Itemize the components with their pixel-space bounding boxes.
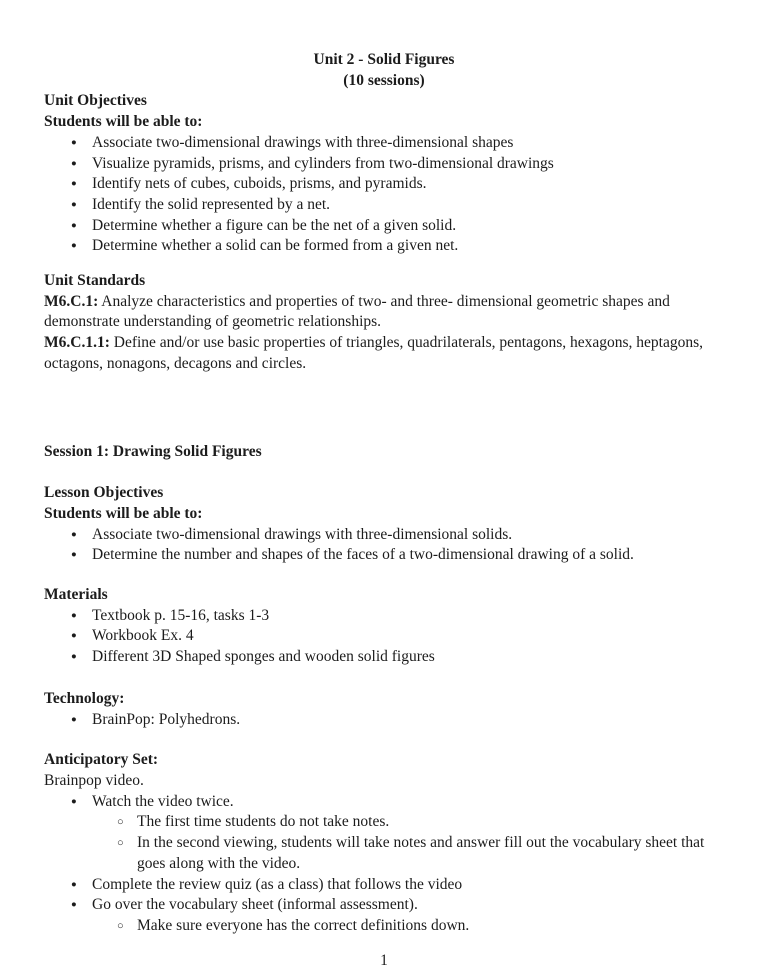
document-subtitle: (10 sessions): [343, 71, 425, 89]
lesson-objectives-list: [44, 525, 724, 566]
list-item-text: Identify nets of cubes, cuboids, prisms, and pyramids.: [92, 175, 427, 193]
anticipatory-set-intro: Brainpop video.: [44, 771, 144, 789]
bullet-icon: ●: [71, 610, 77, 621]
list-item: [71, 606, 724, 627]
list-item: [71, 792, 724, 813]
list-item: [71, 626, 724, 647]
list-item-text: Different 3D Shaped sponges and wooden solid figures: [92, 648, 435, 666]
bullet-icon: ●: [71, 714, 77, 725]
bullet-icon: ●: [71, 900, 77, 911]
anticipatory-set-list: [44, 792, 724, 937]
list-item: [71, 174, 724, 195]
anticipatory-set-heading: Anticipatory Set:: [44, 751, 159, 769]
bullet-icon: ●: [71, 631, 77, 642]
technology-heading: Technology:: [44, 689, 125, 707]
list-item-text: Textbook p. 15-16, tasks 1-3: [92, 606, 270, 624]
list-item-text: Visualize pyramids, prisms, and cylinders from two-dimensional drawings: [92, 154, 554, 172]
list-item: [71, 710, 724, 731]
bullet-icon: ●: [71, 137, 77, 148]
sub-list-item-text: Make sure everyone has the correct definitions down.: [137, 916, 470, 934]
bullet-icon: ●: [71, 179, 77, 190]
page-number: 1: [380, 952, 388, 969]
list-item: [71, 545, 724, 566]
list-item: [71, 154, 724, 175]
list-item-text: Identify the solid represented by a net.: [92, 195, 331, 213]
bullet-icon: ●: [71, 550, 77, 561]
bullet-icon: ●: [71, 220, 77, 231]
bullet-icon: ●: [71, 158, 77, 169]
standard-code: M6.C.1:: [44, 292, 99, 310]
list-item-text: Associate two-dimensional drawings with three-dimensional solids.: [92, 525, 513, 543]
list-item-text: Associate two-dimensional drawings with three-dimensional shapes: [92, 133, 514, 151]
materials-heading: Materials: [44, 586, 108, 604]
list-item-text: Determine whether a solid can be formed from a given net.: [92, 237, 459, 255]
sub-list-item-text: The first time students do not take notes.: [137, 813, 390, 831]
unit-objectives-heading: Unit Objectives: [44, 92, 147, 110]
bullet-icon: ●: [71, 529, 77, 540]
list-item-text: Complete the review quiz (as a class) that follows the video: [92, 875, 463, 893]
sub-list-item: [117, 916, 724, 937]
unit-objectives-list: [44, 133, 724, 257]
circle-bullet-icon: ○: [117, 816, 124, 829]
document-title: Unit 2 - Solid Figures: [313, 51, 455, 68]
standard-paragraph: [44, 333, 724, 374]
session-heading: Session 1: Drawing Solid Figures: [44, 442, 262, 460]
list-item-text: BrainPop: Polyhedrons.: [92, 710, 241, 728]
bullet-icon: ●: [71, 199, 77, 210]
sub-list-item-text: In the second viewing, students will take notes and answer fill out the vocabulary sheet that goes along with the video.: [137, 834, 705, 872]
unit-standards-heading: Unit Standards: [44, 272, 146, 290]
sub-list-item: [117, 833, 724, 874]
materials-list: [44, 606, 724, 668]
circle-bullet-icon: ○: [117, 837, 124, 850]
lesson-objectives-lead: Students will be able to:: [44, 504, 203, 522]
list-item-text: Watch the video twice.: [92, 792, 234, 810]
circle-bullet-icon: ○: [117, 919, 124, 932]
bullet-icon: ●: [71, 652, 77, 663]
technology-list: [44, 710, 724, 731]
list-item-text: Go over the vocabulary sheet (informal assessment).: [92, 896, 418, 914]
standard-paragraph: [44, 292, 724, 333]
bullet-icon: ●: [71, 241, 77, 252]
standard-text: Define and/or use basic properties of triangles, quadrilaterals, pentagons, hexagons, heptagons, octagons, nonagons, decagons and circles.: [44, 334, 703, 372]
bullet-icon: ●: [71, 796, 77, 807]
list-item: [71, 875, 724, 896]
unit-objectives-lead: Students will be able to:: [44, 113, 203, 131]
list-item: [71, 216, 724, 237]
list-item: [71, 133, 724, 154]
list-item-text: Determine the number and shapes of the faces of a two-dimensional drawing of a solid.: [92, 546, 634, 564]
standard-code: M6.C.1.1:: [44, 334, 110, 352]
list-item-text: Determine whether a figure can be the net of a given solid.: [92, 216, 457, 234]
lesson-objectives-heading: Lesson Objectives: [44, 484, 164, 502]
bullet-icon: ●: [71, 879, 77, 890]
list-item: [71, 525, 724, 546]
list-item: [71, 895, 724, 916]
list-item: [71, 236, 724, 257]
list-item: [71, 647, 724, 668]
standard-text: Analyze characteristics and properties of two- and three- dimensional geometric shapes and demonstrate understanding of geometric relationships.: [44, 292, 670, 331]
sub-list-item: [117, 812, 724, 833]
list-item-text: Workbook Ex. 4: [92, 627, 194, 645]
list-item: [71, 195, 724, 216]
